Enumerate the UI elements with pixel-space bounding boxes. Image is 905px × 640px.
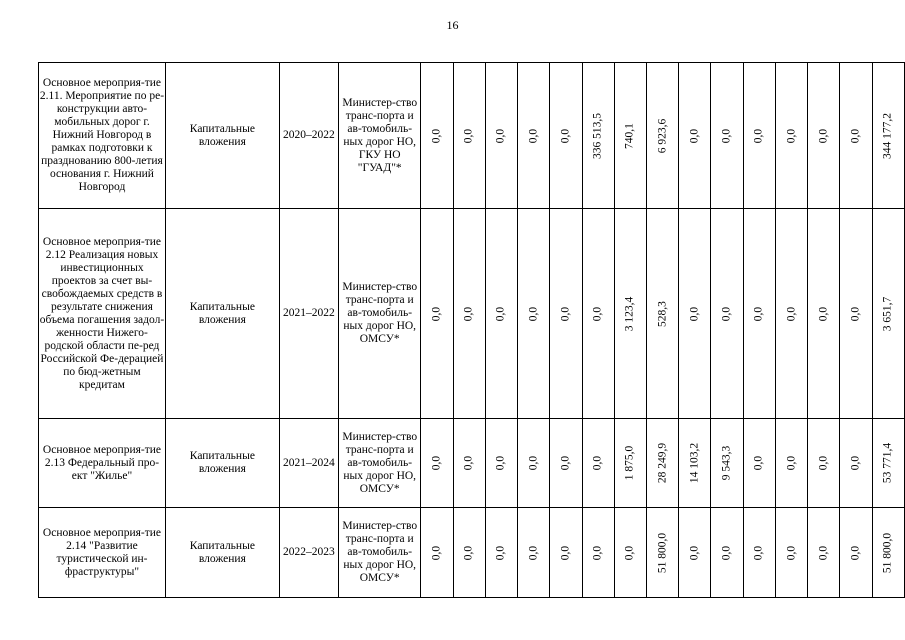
value-text: 740,1 [623,122,636,149]
activity-name-cell: Основное мероприя-тие 2.14 "Развитие туристической ин-фраструктуры" [39,508,166,598]
value-text: 0,0 [720,306,733,321]
value-text: 0,0 [849,128,862,143]
value-cell [808,63,840,209]
years-cell: 2021–2022 [279,209,338,419]
value-cell [421,209,453,419]
value-text: 0,0 [849,455,862,471]
table-row [39,419,905,508]
expense-type-cell: Капитальные вложения [165,419,279,508]
value-text: 0,0 [559,128,572,143]
value-cell [582,508,614,598]
value-text: 0,0 [849,306,862,321]
value-text: 0,0 [817,306,830,321]
value-cell [743,209,775,419]
value-text: 0,0 [688,306,701,321]
value-cell [485,508,517,598]
value-text: 344 177,2 [881,112,894,159]
activity-name-cell: Основное мероприя-тие 2.12 Реализация новых инвестиционных проектов за счет вы-свобождаемых средств в результате снижения объема погашения задол-женности Нижего-родской области пе-ред Российской Фе-дерацией по бюд-жетным кредитам [39,209,166,419]
total-cell [872,419,904,508]
executor-cell: Министер-ство транс-порта и ав-томобиль-ных дорог НО, ОМСУ* [339,209,421,419]
value-cell [421,63,453,209]
value-cell [647,508,679,598]
value-cell [808,209,840,419]
value-text: 0,0 [720,545,733,560]
value-cell [614,209,646,419]
value-cell [453,419,485,508]
value-cell [614,508,646,598]
value-text: 51 800,0 [656,532,669,573]
value-text: 0,0 [720,128,733,143]
value-cell [711,419,743,508]
value-cell [485,419,517,508]
value-cell [614,419,646,508]
value-text: 0,0 [527,545,540,560]
years-cell: 2021–2024 [279,419,338,508]
value-text: 14 103,2 [688,442,701,484]
value-cell [775,419,807,508]
value-text: 3 123,4 [623,296,636,331]
value-text: 0,0 [785,128,798,143]
value-cell [808,508,840,598]
executor-cell: Министер-ство транс-порта и ав-томобиль-ных дорог НО, ОМСУ* [339,508,421,598]
value-cell [550,63,582,209]
value-cell [550,209,582,419]
value-text: 0,0 [752,306,765,321]
value-text: 0,0 [494,545,507,560]
total-cell [872,209,904,419]
value-cell [840,508,872,598]
value-cell [485,209,517,419]
total-cell [872,508,904,598]
value-text: 336 513,5 [591,112,604,159]
value-text: 9 543,3 [720,445,733,481]
value-text: 3 651,7 [881,296,894,331]
value-cell [518,63,550,209]
value-cell [582,63,614,209]
value-cell [711,508,743,598]
value-text: 0,0 [785,545,798,560]
value-cell [808,419,840,508]
value-text: 0,0 [591,545,604,560]
value-text: 0,0 [462,128,475,143]
expense-type-cell: Капитальные вложения [165,508,279,598]
executor-cell: Министер-ство транс-порта и ав-томобиль-ных дорог НО, ГКУ НО "ГУАД"* [339,63,421,209]
value-cell [711,209,743,419]
total-cell [872,63,904,209]
value-cell [518,508,550,598]
value-text: 1 875,0 [623,445,636,481]
value-text: 528,3 [656,300,669,327]
value-cell [679,508,711,598]
value-cell [421,508,453,598]
value-cell [743,508,775,598]
value-text: 0,0 [559,455,572,471]
value-text: 0,0 [462,306,475,321]
value-text: 0,0 [559,545,572,560]
value-cell [518,419,550,508]
value-cell [679,209,711,419]
executor-cell: Министер-ство транс-порта и ав-томобиль-ных дорог НО, ОМСУ* [339,419,421,508]
value-cell [647,63,679,209]
value-text: 53 771,4 [881,442,894,484]
table-row [39,508,905,598]
value-text: 0,0 [527,128,540,143]
value-text: 0,0 [559,306,572,321]
value-cell [711,63,743,209]
value-cell [647,209,679,419]
value-cell [679,63,711,209]
value-text: 28 249,9 [656,442,669,484]
value-text: 0,0 [752,545,765,560]
value-text: 0,0 [752,128,765,143]
value-text: 0,0 [494,455,507,471]
value-text: 0,0 [849,545,862,560]
value-text: 0,0 [785,306,798,321]
activity-name-cell: Основное мероприя-тие 2.11. Мероприятие по ре-конструкции авто-мобильных дорог г. Нижний Новгород в рамках подготовки к празднованию 800-летия основания г. Нижний Новгород [39,63,166,209]
value-cell [582,419,614,508]
expense-type-cell: Капитальные вложения [165,63,279,209]
value-text: 0,0 [494,128,507,143]
table-row [39,63,905,209]
value-text: 0,0 [623,545,636,560]
value-cell [775,63,807,209]
value-text: 51 800,0 [881,532,894,573]
value-cell [518,209,550,419]
value-text: 0,0 [494,306,507,321]
table-row [39,209,905,419]
value-cell [421,419,453,508]
activity-name-cell: Основное мероприя-тие 2.13 Федеральный про-ект "Жилье" [39,419,166,508]
value-cell [840,209,872,419]
value-text: 0,0 [688,128,701,143]
value-cell [647,419,679,508]
value-cell [775,508,807,598]
page-number: 16 [446,18,459,32]
value-text: 0,0 [591,455,604,471]
expense-type-cell: Капитальные вложения [165,209,279,419]
value-text: 0,0 [430,306,443,321]
value-text: 0,0 [817,455,830,471]
value-text: 0,0 [817,545,830,560]
value-cell [550,508,582,598]
years-cell: 2022–2023 [279,508,338,598]
value-cell [775,209,807,419]
value-cell [582,209,614,419]
value-text: 0,0 [462,455,475,471]
value-cell [743,419,775,508]
value-text: 0,0 [430,545,443,560]
value-text: 0,0 [688,545,701,560]
value-cell [840,419,872,508]
value-text: 6 923,6 [656,118,669,153]
value-text: 0,0 [430,455,443,471]
value-cell [550,419,582,508]
value-cell [453,209,485,419]
value-cell [679,419,711,508]
value-cell [453,63,485,209]
value-text: 0,0 [527,455,540,471]
value-cell [743,63,775,209]
value-text: 0,0 [430,128,443,143]
value-text: 0,0 [785,455,798,471]
value-text: 0,0 [527,306,540,321]
value-cell [840,63,872,209]
value-text: 0,0 [591,306,604,321]
value-cell [485,63,517,209]
budget-table [38,62,905,598]
value-cell [453,508,485,598]
value-text: 0,0 [462,545,475,560]
value-text: 0,0 [817,128,830,143]
value-text: 0,0 [752,455,765,471]
years-cell: 2020–2022 [279,63,338,209]
value-cell [614,63,646,209]
